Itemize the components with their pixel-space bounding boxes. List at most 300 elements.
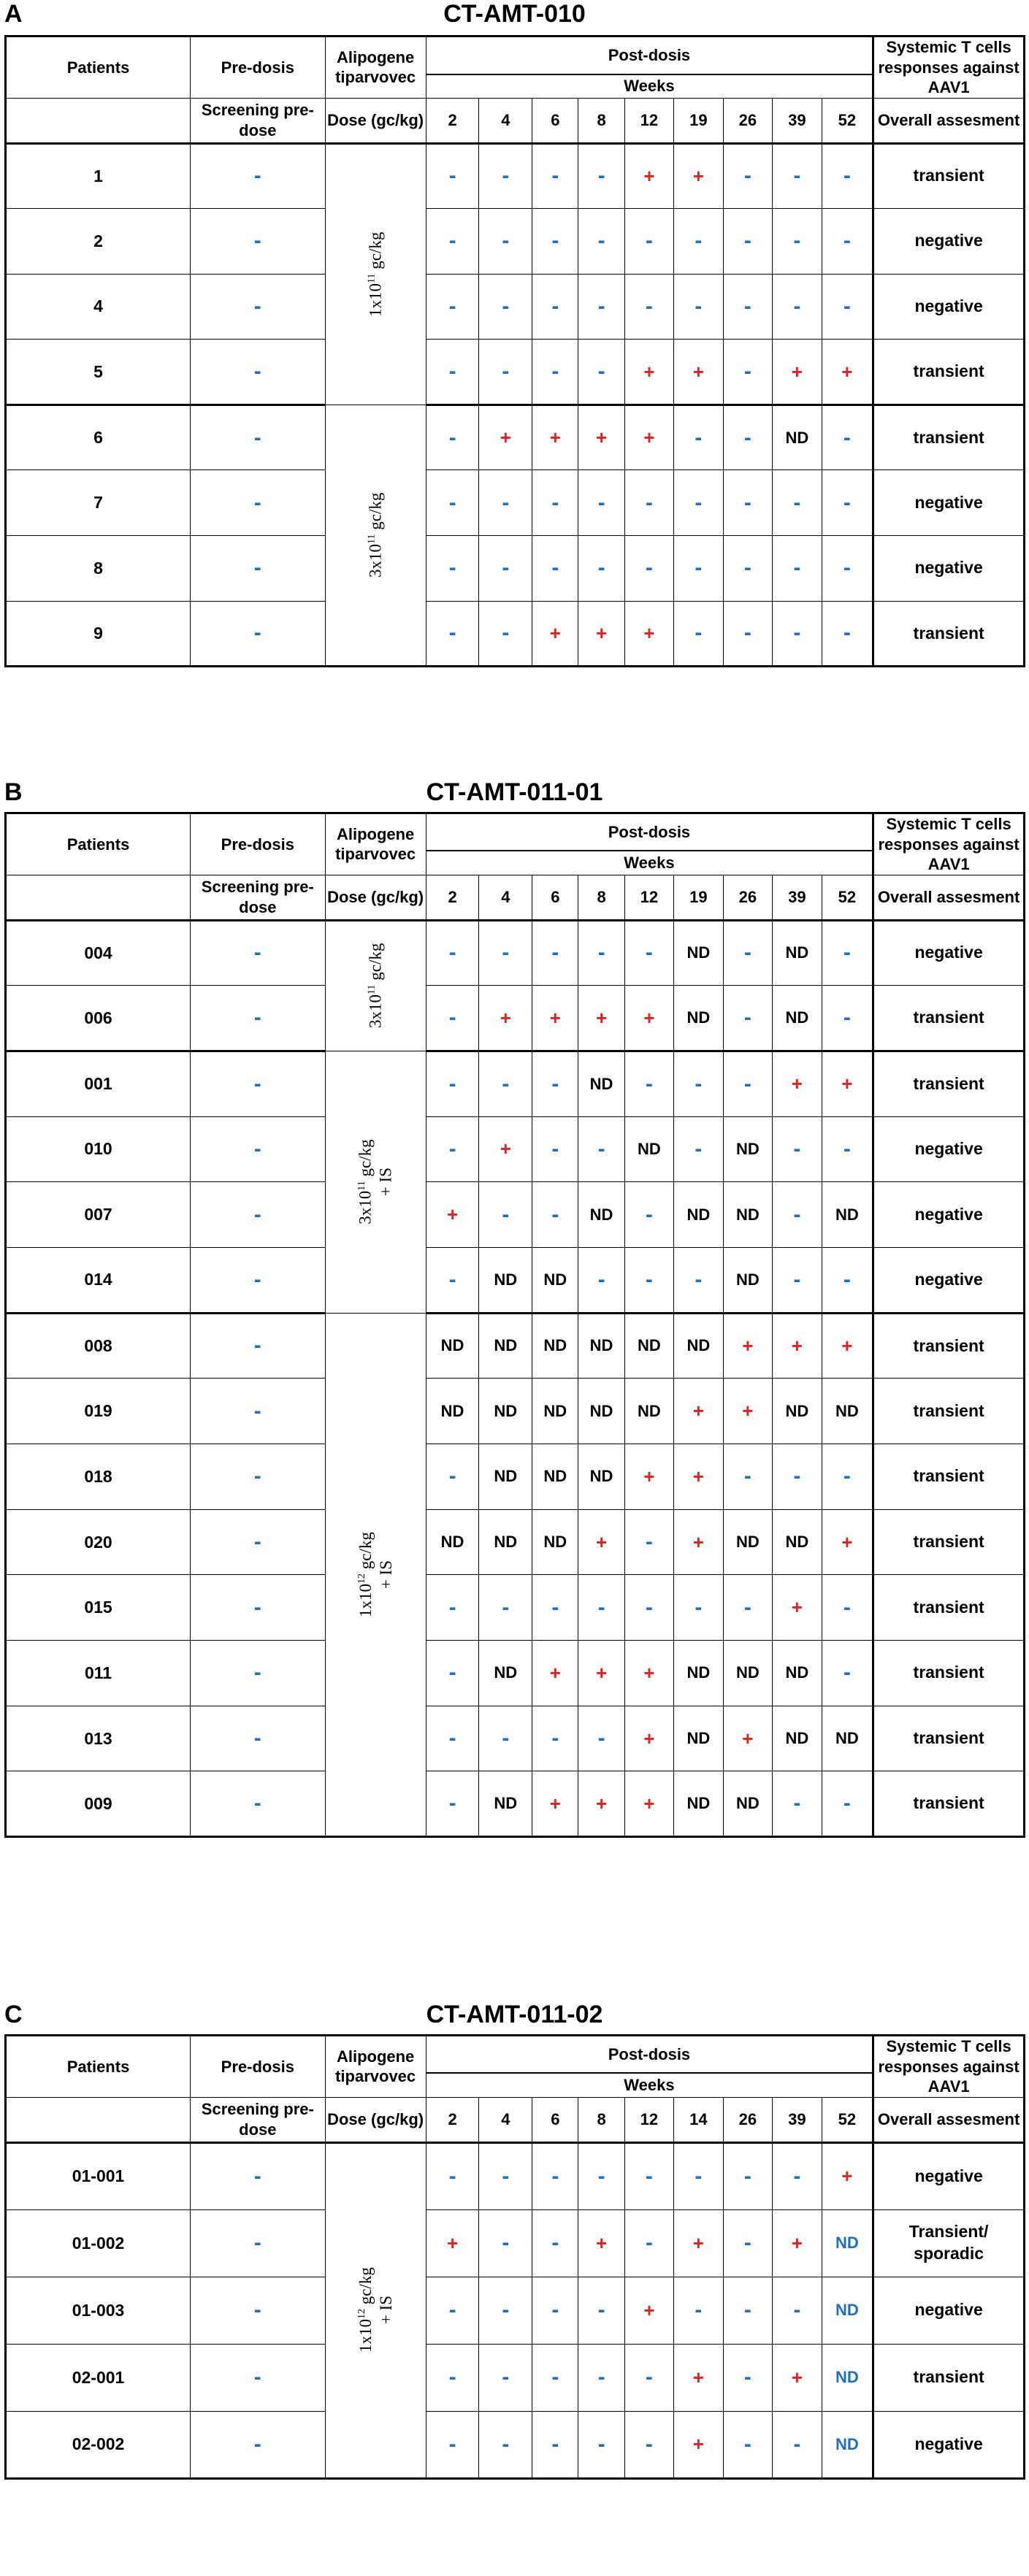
predosis-header: Pre-dosis	[221, 58, 294, 77]
negative-mark: -	[253, 1791, 261, 1816]
table-row	[6, 2209, 1025, 2277]
negative-mark: -	[448, 1726, 456, 1751]
negative-mark: -	[502, 164, 510, 188]
negative-mark: -	[843, 294, 851, 318]
negative-mark: -	[253, 1398, 261, 1423]
negative-mark: -	[743, 1595, 751, 1619]
positive-mark: +	[500, 426, 511, 449]
week-header: 4	[501, 2109, 510, 2128]
dose-unit: gc/kg	[356, 2267, 375, 2309]
negative-mark: -	[502, 1071, 510, 1096]
negative-mark: -	[253, 1136, 261, 1161]
negative-mark: -	[448, 1660, 456, 1685]
positive-mark: +	[549, 1006, 561, 1029]
negative-mark: -	[253, 1726, 261, 1751]
postdosis-header: Post-dosis	[608, 46, 691, 64]
negative-mark: -	[551, 1071, 559, 1096]
table-row	[6, 1051, 1025, 1116]
negative-mark: -	[743, 1071, 751, 1096]
negative-mark: -	[253, 1071, 261, 1096]
systemic-header: Systemic T cells responses against AAV1	[878, 815, 1020, 873]
week-header: 26	[738, 110, 757, 129]
patients-header: Patients	[66, 835, 130, 854]
negative-mark: -	[645, 490, 653, 515]
not-done-mark: ND	[735, 1205, 760, 1224]
not-done-mark: ND	[589, 1336, 613, 1355]
table-row	[6, 1575, 1025, 1641]
positive-mark: +	[692, 2231, 704, 2254]
negative-mark: -	[253, 229, 261, 253]
overall-assessment: negative	[914, 231, 983, 250]
negative-mark: -	[695, 490, 703, 515]
negative-mark: -	[448, 294, 456, 318]
negative-mark: -	[448, 490, 456, 515]
predosis-header: Pre-dosis	[221, 2057, 294, 2076]
patient-id: 9	[93, 623, 103, 643]
dose-label	[365, 493, 386, 578]
positive-mark: +	[692, 1530, 704, 1553]
positive-mark: +	[643, 621, 655, 644]
dose-cell	[325, 920, 426, 1051]
negative-mark: -	[253, 2431, 261, 2456]
negative-mark: -	[743, 1464, 751, 1489]
not-done-mark: ND	[785, 1533, 809, 1552]
negative-mark: -	[551, 1202, 559, 1227]
negative-mark: -	[253, 1464, 261, 1489]
positive-mark: +	[595, 2231, 608, 2254]
overall-assessment: transient	[913, 1400, 984, 1420]
table-row	[6, 1509, 1025, 1575]
negative-mark: -	[843, 1136, 851, 1161]
negative-mark: -	[645, 1530, 653, 1555]
not-done-mark: ND	[494, 1401, 518, 1420]
negative-mark: -	[551, 229, 559, 253]
week-header: 8	[597, 110, 606, 129]
overall-assessment: negative	[914, 1138, 983, 1158]
negative-mark: -	[743, 164, 751, 188]
patient-id: 020	[84, 1532, 112, 1552]
overall-assessment: Transient/ sporadic	[908, 2222, 989, 2263]
negative-mark: -	[597, 490, 605, 515]
dose-unit: gc/kg	[366, 943, 385, 985]
drug-header: Alipogene tiparvovec	[335, 47, 416, 87]
dose-base: 3x10	[356, 1190, 375, 1224]
postdosis-header: Post-dosis	[608, 2044, 691, 2063]
not-done-mark: ND	[589, 1205, 613, 1224]
not-done-mark: ND	[735, 1663, 760, 1682]
dose-header: Dose (gc/kg)	[327, 2109, 424, 2128]
negative-mark: -	[502, 556, 510, 580]
not-done-mark: ND	[543, 1336, 567, 1355]
positive-mark: +	[692, 2433, 704, 2455]
dose-unit: gc/kg	[366, 492, 385, 534]
positive-mark: +	[595, 1792, 608, 1814]
not-done-mark: ND	[835, 2234, 859, 2252]
week-header: 6	[551, 2109, 560, 2128]
dose-unit: gc/kg	[356, 1139, 375, 1181]
not-done-mark: ND	[543, 1467, 567, 1486]
table-row	[6, 1182, 1025, 1248]
negative-mark: -	[551, 294, 559, 318]
negative-mark: -	[843, 1791, 851, 1816]
patient-id: 015	[84, 1598, 112, 1617]
not-done-mark: ND	[638, 1401, 661, 1420]
negative-mark: -	[448, 2163, 456, 2188]
positive-mark: +	[742, 1727, 754, 1749]
results-table	[4, 35, 1025, 667]
positive-mark: +	[549, 1661, 561, 1684]
dose-base: 1x10	[356, 2319, 375, 2353]
positive-mark: +	[742, 1400, 754, 1422]
positive-mark: +	[643, 1465, 655, 1487]
negative-mark: -	[597, 2365, 605, 2389]
negative-mark: -	[597, 2163, 605, 2188]
positive-mark: +	[500, 1138, 511, 1160]
week-header: 19	[689, 887, 708, 906]
overall-assessment: negative	[914, 1204, 983, 1224]
negative-mark: -	[793, 294, 801, 318]
screening-header: Screening pre-dose	[201, 101, 314, 139]
negative-mark: -	[502, 940, 510, 965]
negative-mark: -	[793, 2298, 801, 2322]
negative-mark: -	[793, 1202, 801, 1227]
negative-mark: -	[253, 1267, 261, 1292]
not-done-mark: ND	[589, 1401, 613, 1420]
positive-mark: +	[841, 2165, 853, 2187]
not-done-mark: ND	[440, 1401, 464, 1420]
negative-mark: -	[253, 2298, 261, 2322]
dose-unit: gc/kg	[356, 1531, 375, 1573]
negative-mark: -	[843, 425, 851, 450]
negative-mark: -	[448, 1136, 456, 1161]
not-done-mark: ND	[835, 2434, 859, 2453]
negative-mark: -	[448, 2431, 456, 2456]
not-done-mark: ND	[735, 1270, 760, 1289]
systemic-header: Systemic T cells responses against AAV1	[878, 38, 1020, 96]
table-row	[6, 405, 1025, 470]
negative-mark: -	[793, 1267, 801, 1292]
not-done-mark: ND	[686, 1663, 711, 1682]
overall-assessment: transient	[913, 361, 984, 381]
positive-mark: +	[692, 360, 704, 383]
patient-id: 006	[84, 1008, 112, 1027]
patient-id: 4	[93, 296, 103, 316]
dose-extra: + IS	[376, 2296, 395, 2325]
week-header: 8	[597, 887, 606, 906]
table-row	[6, 986, 1025, 1051]
patient-id: 01-002	[72, 2233, 125, 2253]
not-done-mark: ND	[686, 1336, 711, 1355]
negative-mark: -	[695, 425, 703, 450]
positive-mark: +	[643, 2299, 655, 2321]
positive-mark: +	[549, 426, 561, 449]
week-header: 52	[838, 2109, 857, 2128]
negative-mark: -	[843, 490, 851, 515]
negative-mark: -	[502, 359, 510, 384]
not-done-mark: ND	[494, 1270, 518, 1289]
systemic-header: Systemic T cells responses against AAV1	[878, 2037, 1020, 2096]
overall-assessment: transient	[913, 1008, 984, 1027]
negative-mark: -	[253, 1202, 261, 1227]
overall-header: Overall assesment	[877, 110, 1020, 129]
negative-mark: -	[793, 2431, 801, 2456]
negative-mark: -	[448, 1005, 456, 1030]
negative-mark: -	[597, 940, 605, 965]
not-done-mark: ND	[686, 1794, 711, 1813]
patient-id: 007	[84, 1205, 112, 1224]
overall-assessment: transient	[913, 1335, 984, 1355]
negative-mark: -	[743, 2365, 751, 2389]
dose-extra: + IS	[376, 1560, 395, 1589]
negative-mark: -	[448, 2365, 456, 2389]
positive-mark: +	[549, 621, 561, 644]
week-header: 39	[788, 2109, 806, 2128]
table-row	[6, 2344, 1025, 2411]
dose-exponent: 11	[356, 1181, 367, 1191]
negative-mark: -	[843, 1267, 851, 1292]
patient-id: 010	[84, 1139, 112, 1159]
positive-mark: +	[791, 1073, 803, 1095]
drug-header: Alipogene tiparvovec	[335, 2047, 416, 2086]
positive-mark: +	[841, 1530, 853, 1553]
overall-assessment: transient	[913, 1073, 984, 1093]
negative-mark: -	[448, 164, 456, 188]
negative-mark: -	[695, 1136, 703, 1161]
negative-mark: -	[843, 621, 851, 645]
positive-mark: +	[692, 164, 704, 187]
negative-mark: -	[597, 556, 605, 580]
negative-mark: -	[645, 2163, 653, 2188]
not-done-mark: ND	[835, 1205, 859, 1224]
table-row	[6, 143, 1025, 209]
table-row	[6, 536, 1025, 602]
negative-mark: -	[743, 229, 751, 253]
predosis-header: Pre-dosis	[221, 835, 294, 854]
negative-mark: -	[695, 229, 703, 253]
positive-mark: +	[643, 1006, 655, 1029]
negative-mark: -	[502, 490, 510, 515]
not-done-mark: ND	[494, 1467, 518, 1486]
negative-mark: -	[743, 2163, 751, 2188]
negative-mark: -	[695, 621, 703, 645]
positive-mark: +	[791, 2366, 803, 2388]
negative-mark: -	[695, 294, 703, 318]
week-header: 2	[448, 2109, 457, 2128]
negative-mark: -	[448, 556, 456, 580]
negative-mark: -	[253, 1660, 261, 1685]
negative-mark: -	[253, 1333, 261, 1358]
not-done-mark: ND	[835, 1401, 859, 1420]
positive-mark: +	[643, 1792, 655, 1814]
table-row	[6, 1313, 1025, 1379]
table-row	[6, 920, 1025, 986]
negative-mark: -	[695, 1267, 703, 1292]
week-header: 39	[788, 887, 806, 906]
dose-cell	[325, 1051, 426, 1313]
overall-assessment: transient	[913, 1597, 984, 1617]
overall-assessment: transient	[913, 1663, 984, 1682]
header-row	[6, 875, 1025, 920]
negative-mark: -	[743, 621, 751, 645]
negative-mark: -	[645, 2365, 653, 2389]
negative-mark: -	[645, 2431, 653, 2456]
week-header: 19	[689, 110, 708, 129]
negative-mark: -	[843, 1464, 851, 1489]
not-done-mark: ND	[735, 1533, 760, 1552]
not-done-mark: ND	[835, 1729, 859, 1748]
negative-mark: -	[551, 1136, 559, 1161]
negative-mark: -	[743, 425, 751, 450]
positive-mark: +	[643, 426, 655, 449]
table-row	[6, 1247, 1025, 1313]
negative-mark: -	[695, 1595, 703, 1619]
negative-mark: -	[448, 359, 456, 384]
negative-mark: -	[551, 2298, 559, 2322]
overall-assessment: transient	[913, 2367, 984, 2387]
not-done-mark: ND	[735, 1139, 760, 1158]
overall-header: Overall assesment	[877, 887, 1020, 906]
dose-exponent: 12	[356, 1573, 367, 1584]
negative-mark: -	[743, 490, 751, 515]
negative-mark: -	[551, 556, 559, 580]
header-row	[6, 2097, 1025, 2142]
negative-mark: -	[843, 1005, 851, 1030]
not-done-mark: ND	[686, 1205, 711, 1224]
not-done-mark: ND	[638, 1139, 661, 1158]
week-header: 52	[838, 110, 857, 129]
overall-header: Overall assesment	[877, 2109, 1020, 2128]
negative-mark: -	[551, 359, 559, 384]
negative-mark: -	[502, 621, 510, 645]
negative-mark: -	[843, 1595, 851, 1619]
dose-base: 1x10	[356, 1583, 375, 1617]
dose-base: 3x10	[366, 544, 385, 578]
patient-id: 011	[84, 1663, 112, 1682]
negative-mark: -	[645, 294, 653, 318]
negative-mark: -	[793, 490, 801, 515]
positive-mark: +	[446, 1203, 459, 1226]
overall-assessment: transient	[913, 1793, 984, 1813]
negative-mark: -	[793, 1464, 801, 1489]
postdosis-header: Post-dosis	[608, 822, 691, 841]
dose-label	[365, 232, 386, 317]
negative-mark: -	[253, 2365, 261, 2389]
negative-mark: -	[448, 1595, 456, 1619]
week-header: 26	[738, 887, 757, 906]
dose-header: Dose (gc/kg)	[327, 110, 424, 129]
negative-mark: -	[793, 556, 801, 580]
positive-mark: +	[595, 1006, 608, 1029]
panel-letter: C	[4, 2001, 23, 2028]
negative-mark: -	[843, 556, 851, 580]
week-header: 52	[838, 887, 857, 906]
negative-mark: -	[448, 1791, 456, 1816]
dose-label	[356, 1140, 396, 1224]
negative-mark: -	[793, 2163, 801, 2188]
negative-mark: -	[597, 2298, 605, 2322]
overall-assessment: negative	[914, 2300, 983, 2320]
negative-mark: -	[645, 940, 653, 965]
negative-mark: -	[645, 2231, 653, 2255]
negative-mark: -	[448, 2298, 456, 2322]
screening-header: Screening pre-dose	[201, 878, 314, 916]
screening-header: Screening pre-dose	[201, 2100, 314, 2139]
not-done-mark: ND	[785, 1008, 809, 1027]
patient-id: 02-001	[72, 2367, 125, 2387]
dose-cell	[325, 2142, 426, 2478]
negative-mark: -	[843, 940, 851, 965]
overall-assessment: transient	[913, 1466, 984, 1486]
results-table	[4, 2034, 1025, 2480]
dose-label	[356, 1532, 396, 1617]
table-row	[6, 1641, 1025, 1706]
week-header: 39	[788, 110, 806, 129]
table-row	[6, 1379, 1025, 1444]
negative-mark: -	[253, 940, 261, 965]
not-done-mark: ND	[543, 1270, 567, 1289]
not-done-mark: ND	[543, 1401, 567, 1420]
dose-unit: gc/kg	[366, 231, 385, 274]
negative-mark: -	[645, 1595, 653, 1619]
negative-mark: -	[793, 1136, 801, 1161]
negative-mark: -	[551, 1726, 559, 1751]
negative-mark: -	[743, 2431, 751, 2456]
negative-mark: -	[843, 1660, 851, 1685]
patient-id: 02-002	[72, 2434, 125, 2453]
positive-mark: +	[692, 2366, 704, 2388]
panel-letter: A	[4, 0, 23, 28]
negative-mark: -	[253, 1595, 261, 1619]
patient-id: 008	[84, 1335, 112, 1355]
results-table	[4, 812, 1025, 1838]
week-header: 6	[551, 110, 560, 129]
negative-mark: -	[448, 621, 456, 645]
negative-mark: -	[551, 2365, 559, 2389]
positive-mark: +	[791, 1596, 803, 1619]
panel-title: CT-AMT-011-01	[426, 778, 603, 806]
table-row	[6, 2142, 1025, 2209]
negative-mark: -	[597, 1267, 605, 1292]
overall-assessment: negative	[914, 943, 983, 962]
positive-mark: +	[595, 1530, 608, 1553]
negative-mark: -	[502, 2163, 510, 2188]
overall-assessment: negative	[914, 2434, 983, 2453]
dose-exponent: 11	[366, 273, 378, 283]
positive-mark: +	[595, 426, 608, 449]
negative-mark: -	[645, 1267, 653, 1292]
table-row	[6, 340, 1025, 405]
negative-mark: -	[448, 1071, 456, 1096]
not-done-mark: ND	[785, 428, 809, 447]
negative-mark: -	[743, 2298, 751, 2322]
table-row	[6, 1771, 1025, 1837]
negative-mark: -	[743, 294, 751, 318]
patient-id: 5	[93, 361, 103, 381]
not-done-mark: ND	[785, 1401, 809, 1420]
negative-mark: -	[597, 359, 605, 384]
table-row	[6, 1444, 1025, 1510]
overall-assessment: transient	[913, 1532, 984, 1552]
negative-mark: -	[695, 2298, 703, 2322]
patient-id: 7	[93, 493, 103, 513]
patient-id: 004	[84, 943, 112, 962]
week-header: 6	[551, 887, 560, 906]
negative-mark: -	[253, 621, 261, 645]
negative-mark: -	[551, 1595, 559, 1619]
week-header: 12	[640, 887, 659, 906]
not-done-mark: ND	[835, 2301, 859, 2319]
not-done-mark: ND	[686, 1729, 711, 1748]
